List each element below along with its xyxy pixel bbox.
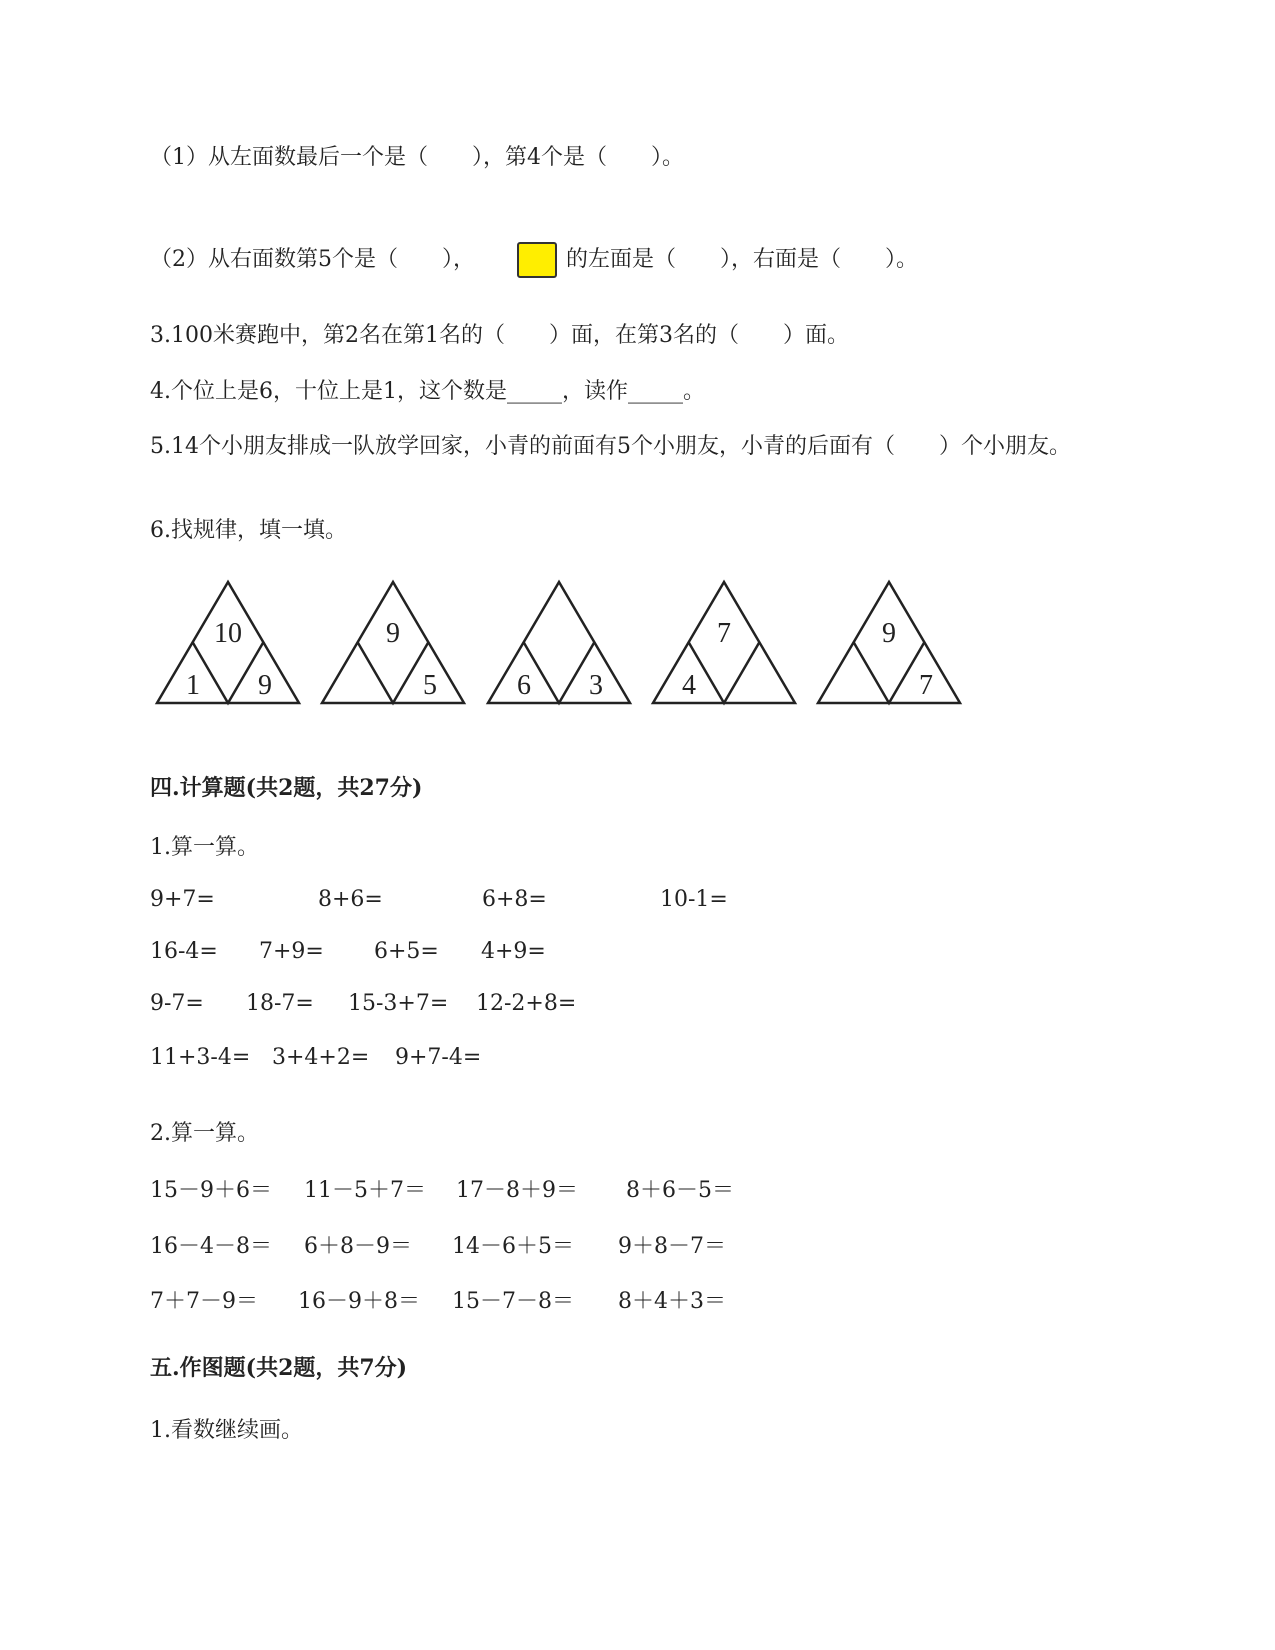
triangle-right-number: 9 <box>258 670 272 701</box>
calc-item: 18-7= <box>246 991 314 1016</box>
section-4-title: 四.计算题(共2题，共27分) <box>150 775 423 801</box>
triangle-right-number: 7 <box>919 670 933 701</box>
triangle-right-number: 5 <box>423 670 437 701</box>
calc2-item: 17－8＋9＝ <box>456 1178 578 1203</box>
calc2-item: 16－9＋8＝ <box>298 1289 420 1314</box>
calc-item: 7+9= <box>259 939 324 964</box>
question-6: 6.找规律，填一填。 <box>150 518 347 543</box>
calc-item: 4+9= <box>481 939 546 964</box>
calc2-item: 14－6＋5＝ <box>452 1234 574 1259</box>
triangle-left-number: 4 <box>682 670 696 701</box>
triangle-top-number: 9 <box>882 618 896 649</box>
calc-item: 16-4= <box>150 939 218 964</box>
triangle-inner-lines <box>854 642 925 703</box>
triangle-right-number: 3 <box>589 670 603 701</box>
number-triangle <box>157 582 299 703</box>
triangle-left-number: 6 <box>517 670 531 701</box>
triangle-top-number: 9 <box>386 618 400 649</box>
calc-item: 10-1= <box>660 887 728 912</box>
number-triangle <box>488 582 630 703</box>
calc-item: 9-7= <box>150 991 204 1016</box>
triangle-top-number: 7 <box>717 618 731 649</box>
calc2-item: 6＋8－9＝ <box>304 1234 412 1259</box>
calc2-item: 11－5＋7＝ <box>304 1178 426 1203</box>
number-triangle <box>322 582 464 703</box>
section-5-q1-title: 1.看数继续画。 <box>150 1418 303 1443</box>
calc-item: 8+6= <box>318 887 383 912</box>
q2-part1: （1）从左面数最后一个是（ ），第4个是（ ）。 <box>150 145 684 170</box>
section-5-title: 五.作图题(共2题，共7分) <box>150 1355 408 1381</box>
calc2-item: 8＋4＋3＝ <box>618 1289 726 1314</box>
section-4-q2-title: 2.算一算。 <box>150 1121 259 1146</box>
q2-part2-after: 的左面是（ ），右面是（ ）。 <box>566 247 919 272</box>
calc2-item: 8＋6－5＝ <box>626 1178 734 1203</box>
question-3: 3.100米赛跑中，第2名在第1名的（ ）面，在第3名的（ ）面。 <box>150 323 849 348</box>
triangle-outline <box>488 582 630 703</box>
calc-item: 11+3-4= <box>150 1045 251 1070</box>
section-4-q1-title: 1.算一算。 <box>150 835 259 860</box>
calc2-item: 7＋7－9＝ <box>150 1289 258 1314</box>
number-triangle <box>653 582 795 703</box>
calc-item: 9+7-4= <box>395 1045 482 1070</box>
calc-item: 3+4+2= <box>272 1045 370 1070</box>
triangle-inner-lines <box>193 642 264 703</box>
calc2-item: 16－4－8＝ <box>150 1234 272 1259</box>
calc-item: 15-3+7= <box>348 991 449 1016</box>
calc-item: 9+7= <box>150 887 215 912</box>
triangle-inner-lines <box>524 642 595 703</box>
question-4: 4.个位上是6，十位上是1，这个数是_____，读作_____。 <box>150 379 705 404</box>
triangle-top-number: 10 <box>214 618 242 649</box>
triangle-left-number: 1 <box>186 670 200 701</box>
calc2-item: 9＋8－7＝ <box>618 1234 726 1259</box>
triangle-inner-lines <box>358 642 429 703</box>
q2-part2-before: （2）从右面数第5个是（ ）， <box>150 247 475 272</box>
yellow-square-icon <box>517 242 557 278</box>
number-triangle <box>818 582 960 703</box>
calc-item: 6+8= <box>482 887 547 912</box>
triangle-inner-lines <box>689 642 760 703</box>
calc-item: 12-2+8= <box>476 991 577 1016</box>
calc2-item: 15－7－8＝ <box>452 1289 574 1314</box>
triangle-pattern-figure <box>0 570 1000 720</box>
question-5: 5.14个小朋友排成一队放学回家，小青的前面有5个小朋友，小青的后面有（ ）个小朋友。 <box>150 434 1071 459</box>
calc-item: 6+5= <box>374 939 439 964</box>
calc2-item: 15－9＋6＝ <box>150 1178 272 1203</box>
